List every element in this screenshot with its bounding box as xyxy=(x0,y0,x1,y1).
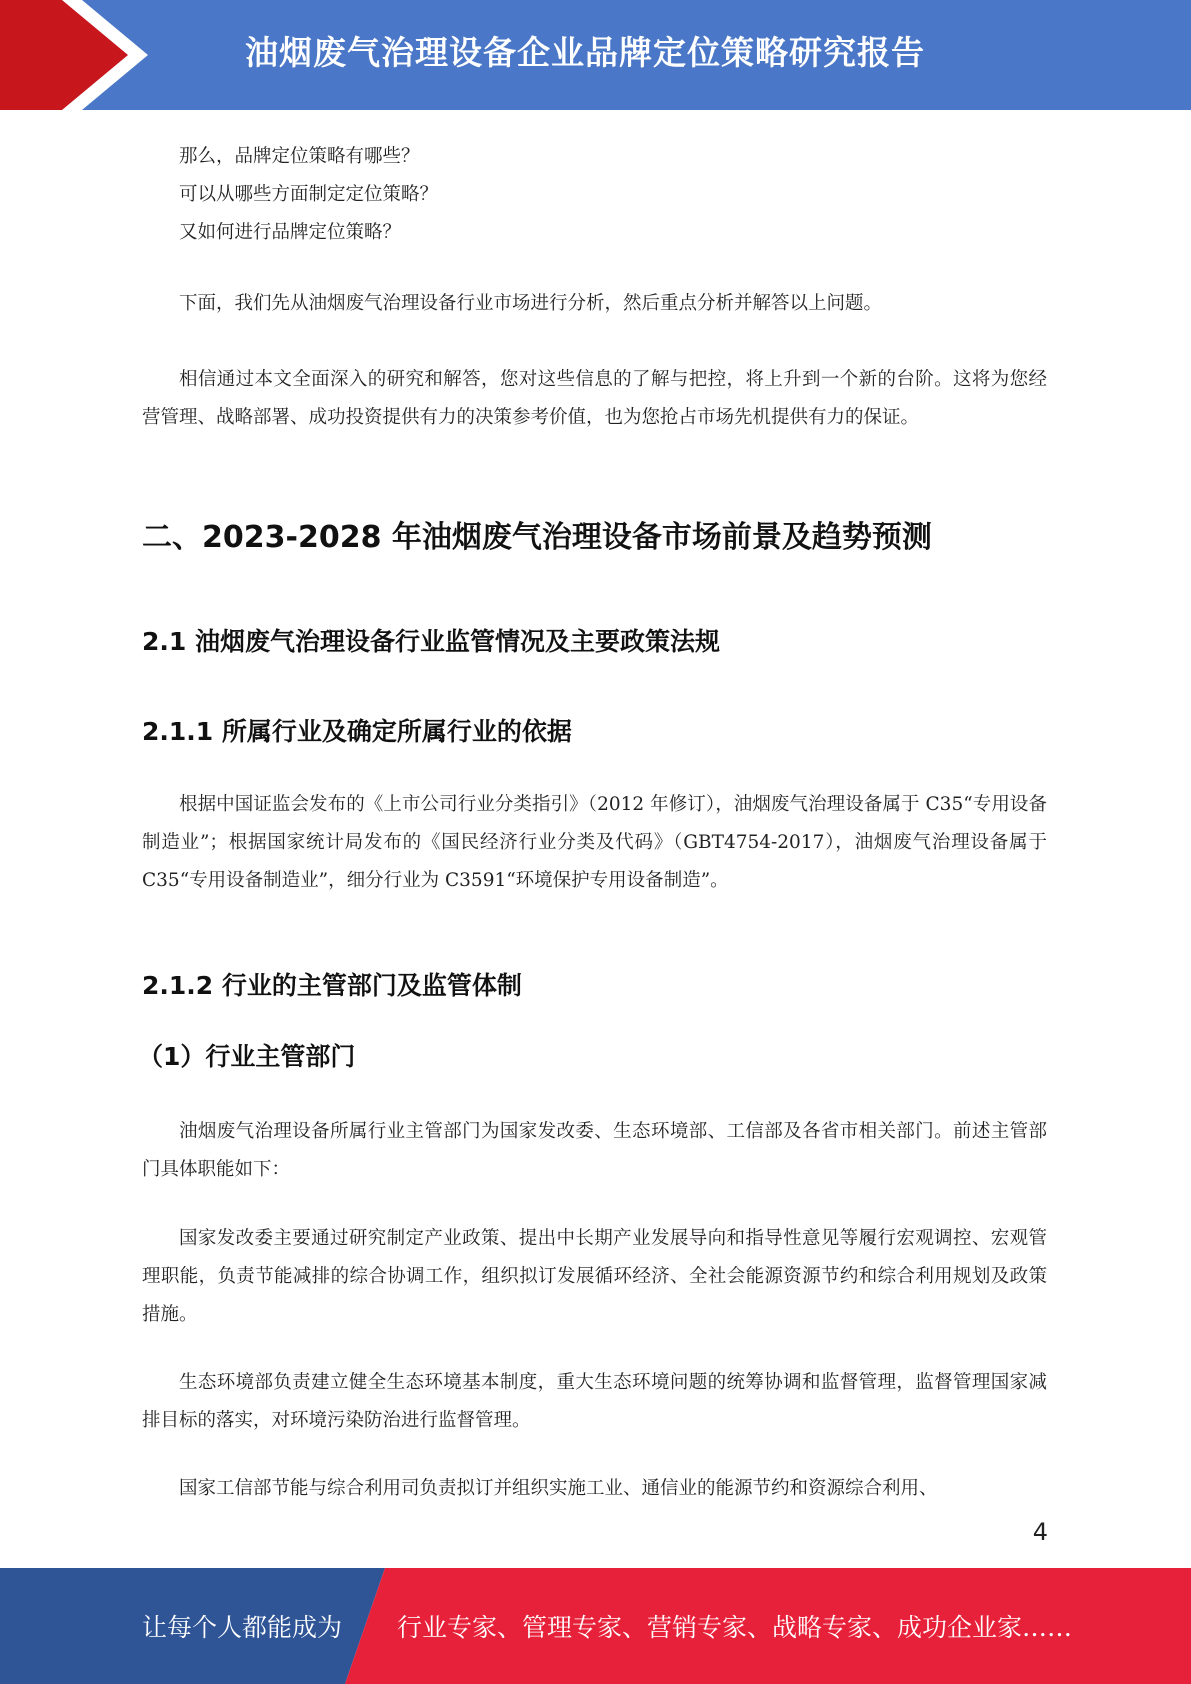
report-title: 油烟废气治理设备企业品牌定位策略研究报告 xyxy=(245,33,925,72)
industry-classification-paragraph: 根据中国证监会发布的《上市公司行业分类指引》（2012 年修订），油烟废气治理设备属于 C35“专用设备制造业”；根据国家统计局发布的《国民经济行业分类及代码》（GBT4754-2017），油烟废气治理设备属于 C35“专用设备制造业”，细分行业为 C3591“环境保护专用设备制造”。 xyxy=(142,794,1047,891)
section-2-1-2-heading: 2.1.2 行业的主管部门及监管体制 xyxy=(142,971,522,1000)
section-2-1-1-heading: 2.1.1 所属行业及确定所属行业的依据 xyxy=(142,717,572,746)
intro-paragraph-1: 下面，我们先从油烟废气治理设备行业市场进行分析，然后重点分析并解答以上问题。 xyxy=(179,293,883,314)
miit-paragraph: 国家工信部节能与综合利用司负责拟订并组织实施工业、通信业的能源节约和资源综合利用、 xyxy=(179,1478,938,1499)
page-header xyxy=(0,0,1191,110)
intro-paragraph-2: 相信通过本文全面深入的研究和解答，您对这些信息的了解与把控，将上升到一个新的台阶。这将为您经营管理、战略部署、成功投资提供有力的决策参考价值，也为您抢占市场先机提供有力的保证。 xyxy=(142,369,1047,428)
footer-slogan-left: 让每个人都能成为 xyxy=(142,1613,343,1642)
footer-slogan-right: 行业专家、管理专家、营销专家、战略专家、成功企业家…… xyxy=(397,1613,1073,1642)
intro-questions xyxy=(142,138,1047,252)
page-number: 4 xyxy=(1032,1518,1048,1546)
question-2: 可以从哪些方面制定定位策略？ xyxy=(179,184,439,205)
section-2-1-heading: 2.1 油烟废气治理设备行业监管情况及主要政策法规 xyxy=(142,627,720,656)
authorities-paragraph: 油烟废气治理设备所属行业主管部门为国家发改委、生态环境部、工信部及各省市相关部门。前述主管部门具体职能如下： xyxy=(142,1121,1047,1180)
question-3: 又如何进行品牌定位策略？ xyxy=(179,222,402,243)
mee-paragraph: 生态环境部负责建立健全生态环境基本制度，重大生态环境问题的统筹协调和监督管理，监督管理国家减排目标的落实，对环境污染防治进行监督管理。 xyxy=(142,1372,1047,1431)
question-1: 那么，品牌定位策略有哪些？ xyxy=(179,146,420,167)
section-2-heading: 二、2023-2028 年油烟废气治理设备市场前景及趋势预测 xyxy=(142,520,932,555)
page-footer xyxy=(0,1568,1191,1684)
ndrc-paragraph: 国家发改委主要通过研究制定产业政策、提出中长期产业发展导向和指导性意见等履行宏观调控、宏观管理职能，负责节能减排的综合协调工作，组织拟订发展循环经济、全社会能源资源节约和综合利用规划及政策措施。 xyxy=(142,1228,1047,1325)
subsection-1-heading: （1）行业主管部门 xyxy=(138,1042,356,1071)
